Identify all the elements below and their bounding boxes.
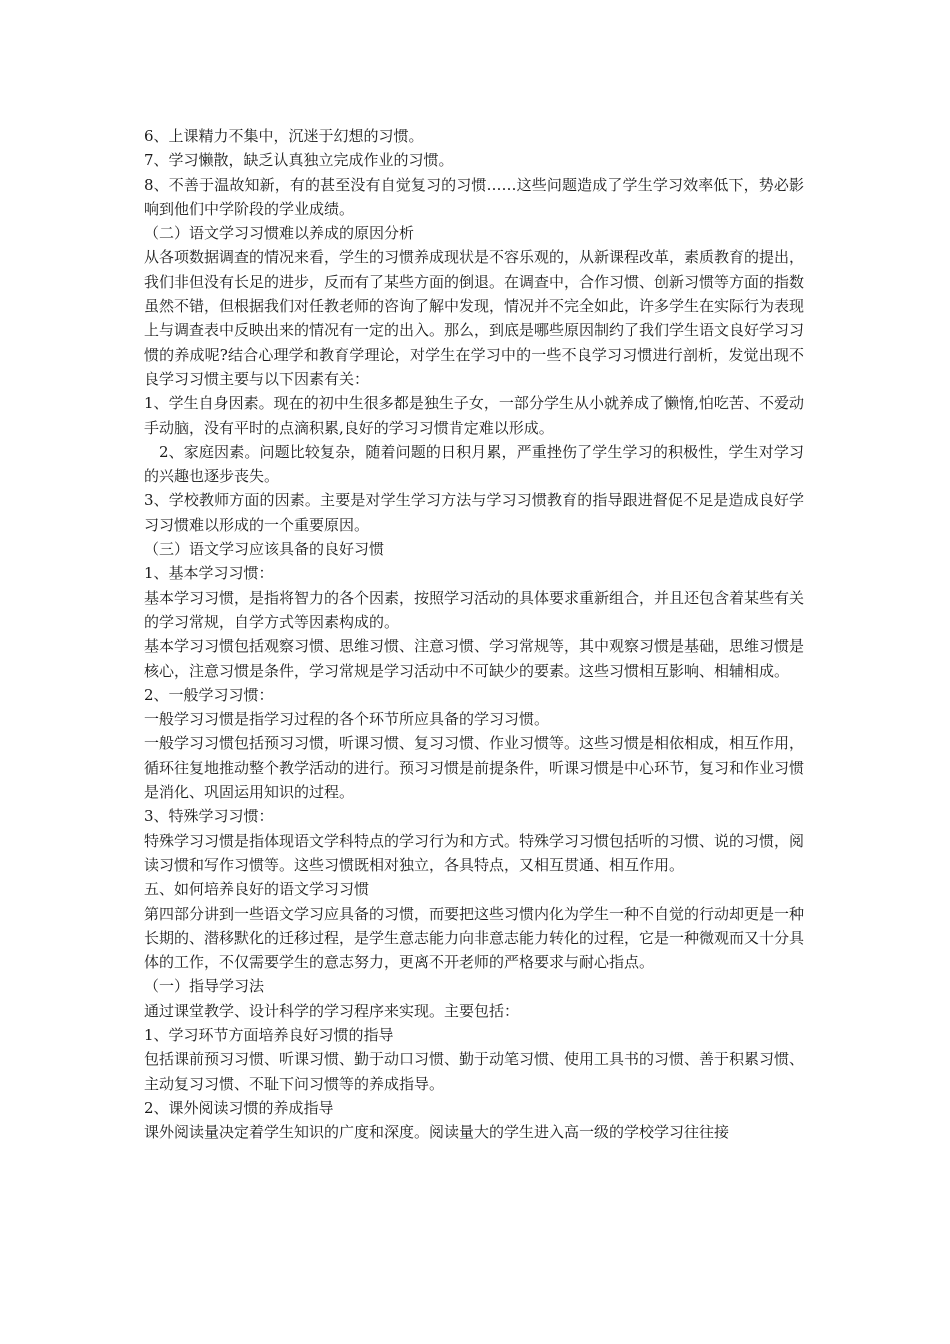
list-item-8: 8、不善于温故知新，有的甚至没有自觉复习的习惯……这些问题造成了学生学习效率低下，势必影响到他们中学阶段的学业成绩。 xyxy=(144,175,804,218)
subheading-learning-steps: 1、学习环节方面培养良好习惯的指导 xyxy=(144,1025,394,1044)
body-paragraph: 课外阅读量决定着学生知识的广度和深度。阅读量大的学生进入高一级的学校学习往往接 xyxy=(144,1123,730,1142)
section-heading-guidance: （一）指导学习法 xyxy=(144,977,265,996)
body-paragraph: 一般学习习惯包括预习习惯，听课习惯、复习习惯、作业习惯等。这些习惯是相依相成，相互作用，循环往复地推动整个教学活动的进行。预习习惯是前提条件，听课习惯是中心环节，复习和作业习惯是消化、巩固运用知识的过程。 xyxy=(144,734,805,802)
body-paragraph: 基本学习习惯，是指将智力的各个因素，按照学习活动的具体要求重新组合，并且还包含着某些有关的学习常规，自学方式等因素构成的。 xyxy=(144,588,805,631)
body-paragraph: 特殊学习习惯是指体现语文学科特点的学习行为和方式。特殊学习习惯包括听的习惯、说的习惯，阅读习惯和写作习惯等。这些习惯既相对独立，各具特点，又相互贯通、相互作用。 xyxy=(144,831,805,874)
subheading-general-habits: 2、一般学习习惯： xyxy=(144,685,274,704)
cause-item-1: 1、学生自身因素。现在的初中生很多都是独生子女，一部分学生从小就养成了懒惰,怕吃苦、不爱动手动脑，没有平时的点滴积累,良好的学习习惯肯定难以形成。 xyxy=(144,394,804,437)
subheading-basic-habits: 1、基本学习习惯： xyxy=(144,564,274,583)
body-paragraph: 第四部分讲到一些语文学习应具备的习惯，而要把这些习惯内化为学生一种不自觉的行动却更是一种长期的、潜移默化的迁移过程，是学生意志能力向非意志能力转化的过程，它是一种微观而又十分具体的工作，不仅需要学生的意志努力，更离不开老师的严格要求与耐心指点。 xyxy=(144,904,805,972)
list-item-6: 6、上课精力不集中，沉迷于幻想的习惯。 xyxy=(144,127,424,145)
body-paragraph: 从各项数据调查的情况来看，学生的习惯养成现状是不容乐观的，从新课程改革，素质教育的提出，我们非但没有长足的进步，反而有了某些方面的倒退。在调查中，合作习惯、创新习惯等方面的指数虽然不错，但根据我们对任教老师的咨询了解中发现，情况并不完全如此，许多学生在实际行为表现上与调查表中反映出来的情况有一定的出入。那么，到底是哪些原因制约了我们学生语文良好学习习惯的养成呢?结合心理学和教育学理论，对学生在学习中的一些不良学习习惯进行剖析，发觉出现不良学习习惯主要与以下因素有关： xyxy=(144,248,805,388)
subheading-extracurricular-reading: 2、课外阅读习惯的养成指导 xyxy=(144,1098,334,1117)
body-paragraph: 基本学习习惯包括观察习惯、思维习惯、注意习惯、学习常规等，其中观察习惯是基础，思维习惯是核心，注意习惯是条件，学习常规是学习活动中不可缺少的要素。这些习惯相互影响、相辅相成。 xyxy=(144,637,805,680)
subheading-special-habits: 3、特殊学习习惯： xyxy=(144,807,274,826)
body-paragraph: 包括课前预习习惯、听课习惯、勤于动口习惯、勤于动笔习惯、使用工具书的习惯、善于积累习惯、主动复习习惯、不耻下问习惯等的养成指导。 xyxy=(144,1050,805,1093)
chapter-heading-5: 五、如何培养良好的语文学习习惯 xyxy=(144,880,370,899)
cause-item-3: 3、学校教师方面的因素。主要是对学生学习方法与学习习惯教育的指导跟进督促不足是造成良好学习习惯难以形成的一个重要原因。 xyxy=(144,491,804,534)
body-paragraph: 一般学习习惯是指学习过程的各个环节所应具备的学习习惯。 xyxy=(144,710,550,729)
section-heading-2: （二）语文学习习惯难以养成的原因分析 xyxy=(144,224,415,243)
section-heading-3: （三）语文学习应该具备的良好习惯 xyxy=(144,540,385,559)
document-page xyxy=(144,124,804,1144)
body-paragraph: 通过课堂教学、设计科学的学习程序来实现。主要包括： xyxy=(144,1001,520,1020)
list-item-7: 7、学习懒散，缺乏认真独立完成作业的习惯。 xyxy=(144,151,454,170)
cause-item-2: 2、家庭因素。问题比较复杂，随着问题的日积月累，严重挫伤了学生学习的积极性，学生对学习的兴趣也逐步丧失。 xyxy=(144,442,804,486)
